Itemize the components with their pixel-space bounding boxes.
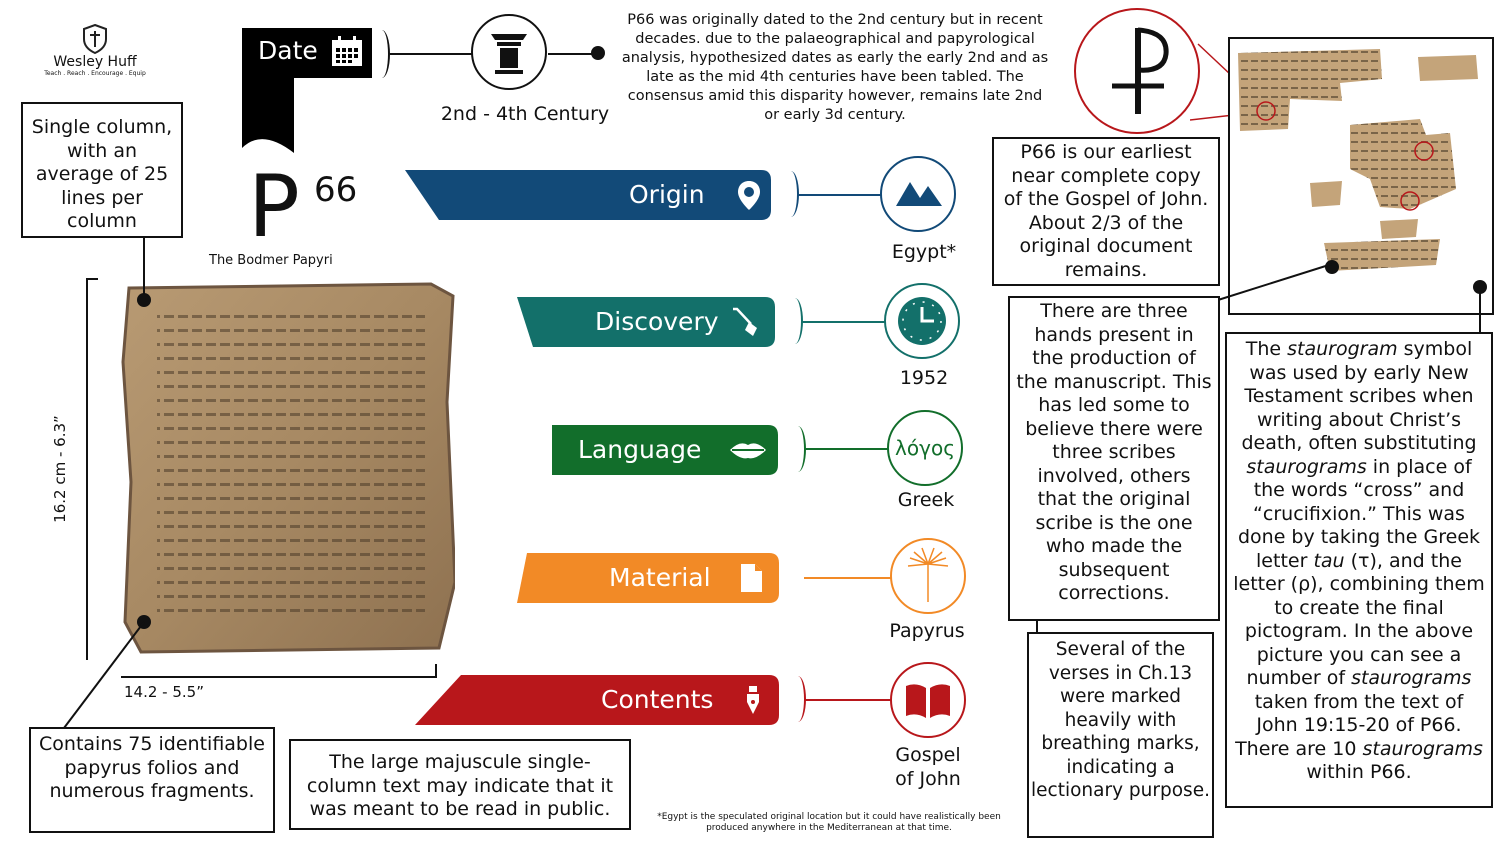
material-value: Papyrus xyxy=(889,620,965,642)
hands-callout: There are three hands present in the production of the manuscript. This has led some to believe there were three scribes involved, others that the original scribe is the one who made the subsequent corrections. xyxy=(1008,296,1220,621)
calendar-icon xyxy=(330,34,364,68)
columns-callout-dot xyxy=(137,293,151,307)
width-dimension-label: 14.2 - 5.5” xyxy=(124,683,204,701)
columns-callout-line xyxy=(143,238,145,300)
height-dimension-line xyxy=(86,278,88,660)
material-circle xyxy=(890,538,966,614)
date-note-dot xyxy=(591,46,605,60)
staurogram-text-1: The xyxy=(1245,338,1288,360)
discovery-label: Discovery xyxy=(595,307,719,336)
origin-banner xyxy=(405,170,771,220)
date-circle xyxy=(471,14,547,90)
open-book-icon xyxy=(892,664,964,736)
earliest-copy-callout: P66 is our earliest near complete copy of the Gospel of John. About 2/3 of the original document remains. xyxy=(992,137,1220,286)
language-greek-word: λόγος xyxy=(895,436,955,460)
manuscript-image xyxy=(121,282,455,654)
width-dimension-line xyxy=(121,676,437,678)
columns-callout: Single column, with an average of 25 lines per column xyxy=(21,102,183,238)
contents-value-line2: of John xyxy=(895,768,961,790)
language-connector xyxy=(804,448,888,450)
language-label: Language xyxy=(578,435,702,464)
date-bracket xyxy=(374,30,390,78)
tau-term: tau xyxy=(1313,549,1345,572)
date-badge xyxy=(242,28,374,153)
origin-value: Egypt* xyxy=(891,241,957,263)
language-circle xyxy=(887,410,963,486)
date-value: 2nd - 4th Century xyxy=(440,103,610,125)
majuscule-callout: The large majuscule single-column text may indicate that it was meant to be read in public. xyxy=(289,739,631,830)
logo xyxy=(40,24,150,86)
material-banner xyxy=(517,553,779,603)
material-label: Material xyxy=(609,563,711,592)
document-icon xyxy=(735,562,767,594)
staurogram-term: staurogram xyxy=(1287,338,1398,360)
origin-circle xyxy=(880,156,956,232)
shovel-icon xyxy=(729,306,761,338)
staurogram-text-4: (τ), and the letter (ρ), combining them to create the final pictogram. In the above picture you can see a number of xyxy=(1233,549,1485,689)
contents-banner xyxy=(415,675,779,725)
staurogram-circle xyxy=(1074,8,1200,134)
title-letter: P xyxy=(248,157,300,257)
staurogram-text-6: within P66. xyxy=(1306,761,1412,783)
title-superscript: 66 xyxy=(314,170,358,210)
map-pin-icon xyxy=(733,179,765,211)
staurogram-icon xyxy=(1076,10,1198,132)
staurogram-term: staurograms xyxy=(1351,667,1472,689)
contents-connector xyxy=(804,699,892,701)
folios-callout-line xyxy=(60,620,150,730)
folios-callout: Contains 75 identifiable papyrus folios and numerous fragments. xyxy=(29,727,275,833)
pen-nib-icon xyxy=(737,684,769,716)
staurogram-term: staurograms xyxy=(1362,737,1483,760)
date-note: P66 was originally dated to the 2nd century but in recent decades. due to the palaeographical and papyrological analysis, hypothesized dates as early the early 2nd and as late as the mid 4th centuries have been tabled. The consensus amid this disparity however, remains late 2nd or early 3d century. xyxy=(621,12,1049,123)
discovery-value: 1952 xyxy=(899,367,949,389)
material-connector xyxy=(804,577,892,579)
date-connector xyxy=(390,53,472,55)
staurogram-text-line xyxy=(1479,286,1481,334)
shield-cross-icon xyxy=(82,24,108,54)
footnote: *Egypt is the speculated original location but it could have realistically been produced anywhere in the Mediterranean at that time. xyxy=(657,812,1001,833)
origin-label: Origin xyxy=(629,180,705,209)
hands-callout-line xyxy=(1216,260,1336,304)
contents-circle xyxy=(890,662,966,738)
language-banner xyxy=(552,425,778,475)
verses-callout: Several of the verses in Ch.13 were marked heavily with breathing marks, indicating a lectionary purpose. xyxy=(1027,632,1214,838)
lips-icon xyxy=(728,434,768,466)
staurogram-term: staurograms xyxy=(1246,455,1367,478)
mountains-icon xyxy=(882,158,954,230)
logo-name: Wesley Huff xyxy=(53,54,137,70)
staurogram-text-3: in place of the words “cross” and “crucifixion.” This was done by taking the Greek letter xyxy=(1237,455,1481,572)
column-capital-icon xyxy=(473,16,545,88)
title-subtitle: The Bodmer Papyri xyxy=(209,253,333,268)
height-dimension-label: 16.2 cm - 6.3” xyxy=(51,415,69,523)
contents-label: Contents xyxy=(601,685,714,714)
contents-value-line1: Gospel xyxy=(895,744,961,766)
discovery-banner xyxy=(517,297,775,347)
clock-icon xyxy=(886,285,958,357)
staurogram-text-5: taken from the text of John 19:15-20 of P66. There are 10 xyxy=(1235,690,1464,760)
discovery-circle xyxy=(884,283,960,359)
date-label: Date xyxy=(258,36,318,65)
discovery-connector xyxy=(801,321,885,323)
staurogram-explanation xyxy=(1225,332,1493,808)
language-value: Greek xyxy=(897,489,955,511)
staurogram-text-2: symbol was used by early New Testament scribes when writing about Christ’s death, often substituting xyxy=(1241,338,1477,454)
papyrus-plant-icon xyxy=(892,540,964,612)
height-dimension-tick-top xyxy=(86,278,98,280)
logo-tagline: Teach . Reach . Encourage . Equip xyxy=(44,70,146,77)
origin-connector xyxy=(797,194,881,196)
